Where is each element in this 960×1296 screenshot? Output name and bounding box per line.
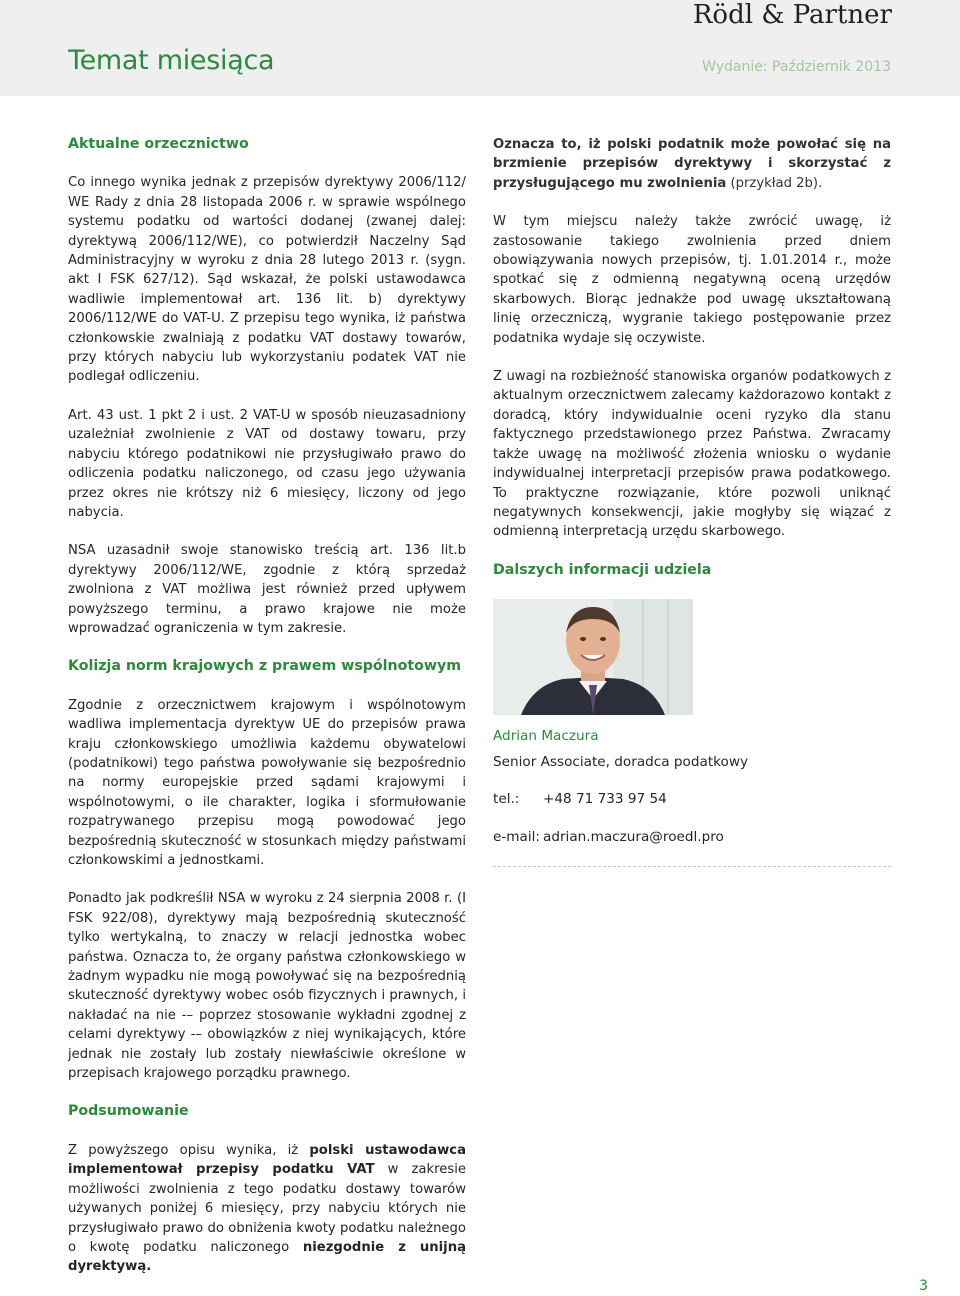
lead-paragraph: Oznacza to, iż polski podatnik może powołać się na brzmienie przepisów dyrektywy i skorzystać z przysługującego mu zwolnienia (przykład 2b). [493,137,891,191]
page-number: 3 [919,1278,928,1294]
divider [493,866,891,867]
page-title: Temat miesiąca [68,45,275,76]
contact-name: Adrian Maczura [493,728,599,745]
contact-photo [493,599,693,715]
section-heading-case-law: Aktualne orzecznictwo [68,136,249,152]
paragraph: Ponadto jak podkreślił NSA w wyroku z 24 sierpnia 2008 r. (I FSK 922/08), dyrektywy mają bezpośrednią skuteczność tylko wertykalną, to znaczy w relacji jednostka wobec państwa. Oznacza to, że organy państwa członkowskiego w żadnym wypadku nie mogą powoływać się na bezpośrednią skuteczność dyrektywy wobec osób fizycznych i prawnych, i nakładać na nie -– poprzez stosowanie wykładni zgodnej z celami dyrektywy -– obowiązków z niej wynikających, które jednak nie zostały lub zostały niewłaściwie określone w przepisach krajowego porządku prawnego. [68,891,466,1082]
person-portrait-image [493,599,693,715]
contact-heading: Dalszych informacji udziela [493,561,712,578]
email-link[interactable]: adrian.maczura@roedl.pro [543,829,724,846]
section-heading-conflict: Kolizja norm krajowych z prawem wspólnotowym [68,658,462,675]
contact-email: e-mail: adrian.maczura@roedl.pro [493,829,724,846]
paragraph: Zgodnie z orzecznictwem krajowym i wspólnotowym wadliwa implementacja dyrektyw UE do przepisów prawa kraju członkowskiego umożliwia każdemu obywatelowi (podatnikowi) tego państwa powoływanie się bezpośrednio na normy europejskie przed sądami krajowymi i wspólnotowymi, o ile charakter, logika i sformułowanie rozpatrywanego przepisu mogą powodować jego bezpośrednią skuteczność w stosunkach między państwami członkowskimi a jednostkami. [68,697,466,868]
summary-paragraph: Z powyższego opisu wynika, iż polski ustawodawca implementował przepisy podatku VAT w zakresie możliwości zwolnienia z tego podatku dostawy towarów używanych poniżej 6 miesięcy, przy nabyciu których nie przysługiwało prawo do obniżenia kwoty podatku należnego o kwotę podatku naliczonego niezgodnie z unijną dyrektywą. [68,1142,466,1275]
contact-phone: tel.: +48 71 733 97 54 [493,791,667,808]
brand-logo: Rödl & Partner [692,0,892,30]
paragraph: NSA uzasadnił swoje stanowisko treścią art. 136 lit.b dyrektywy 2006/112/WE, zgodnie z którą sprzedaż zwolniona z VAT możliwa jest również przed upływem powyższego terminu, a prawo krajowe nie może wprowadzać ograniczenia w tym zakresie. [68,543,466,636]
paragraph: Z uwagi na rozbieżność stanowiska organów podatkowych z aktualnym orzecznictwem zalecamy każdorazowo kontakt z doradcą, który indywidualnie oceni ryzyko dla stanu faktycznego przedstawionego przez Państwa. Zwracamy także uwagę na możliwość złożenia wniosku o wydanie indywidualnej interpretacji przepisów prawa podatkowego. To praktyczne rozwiązanie, które pozwoli uniknąć negatywnych konsekwencji, jakie mogłyby się wiązać z odmienną interpretacją urzędu skarbowego. [493,369,891,540]
paragraph: Co innego wynika jednak z przepisów dyrektywy 2006/112/ WE Rady z dnia 28 listopada 2006 r. w sprawie wspólnego systemu podatku od wartości dodanej (zwanej dalej: dyrektywą 2006/112/WE), co potwierdził Naczelny Sąd Administracyjny w wyroku z dnia 28 lutego 2013 r. (sygn. akt I FSK 627/12). Sąd wskazał, że polski ustawodawca wadliwie implementował art. 136 lit. b) dyrektywy 2006/112/WE do VAT-U. Z przepisu tego wynika, iż państwa członkowskie zwalniają z podatku VAT dostawy towarów, przy których nabyciu lub wykorzystaniu podatek VAT nie podlegał odliczeniu. [68,175,466,385]
paragraph: W tym miejscu należy także zwrócić uwagę, iż zastosowanie takiego zwolnienia przed dniem obowiązywania nowych przepisów, tj. 1.01.2014 r., może spotkać się z odmienną negatywną oceną urzędów skarbowych. Biorąc jednakże pod uwagę ukształtowaną linię orzeczniczą, wygranie takiego postępowanie przez podatnika wydaje się oczywiste. [493,214,891,346]
right-column [493,135,891,885]
left-column [68,135,466,1296]
contact-role: Senior Associate, doradca podatkowy [493,753,749,770]
page-header [0,0,960,96]
issue-label: Wydanie: Październik 2013 [702,59,891,75]
paragraph: Art. 43 ust. 1 pkt 2 i ust. 2 VAT-U w sposób nieuzasadniony uzależniał zwolnienie z VAT od dostawy towaru, przy nabyciu którego podatnikowi nie przysługiwało prawo do odliczenia podatku naliczonego, od czasu jego używania przez okres nie krótszy niż 6 miesięcy, liczony od jego nabycia. [68,407,466,520]
section-heading-summary: Podsumowanie [68,1103,189,1120]
